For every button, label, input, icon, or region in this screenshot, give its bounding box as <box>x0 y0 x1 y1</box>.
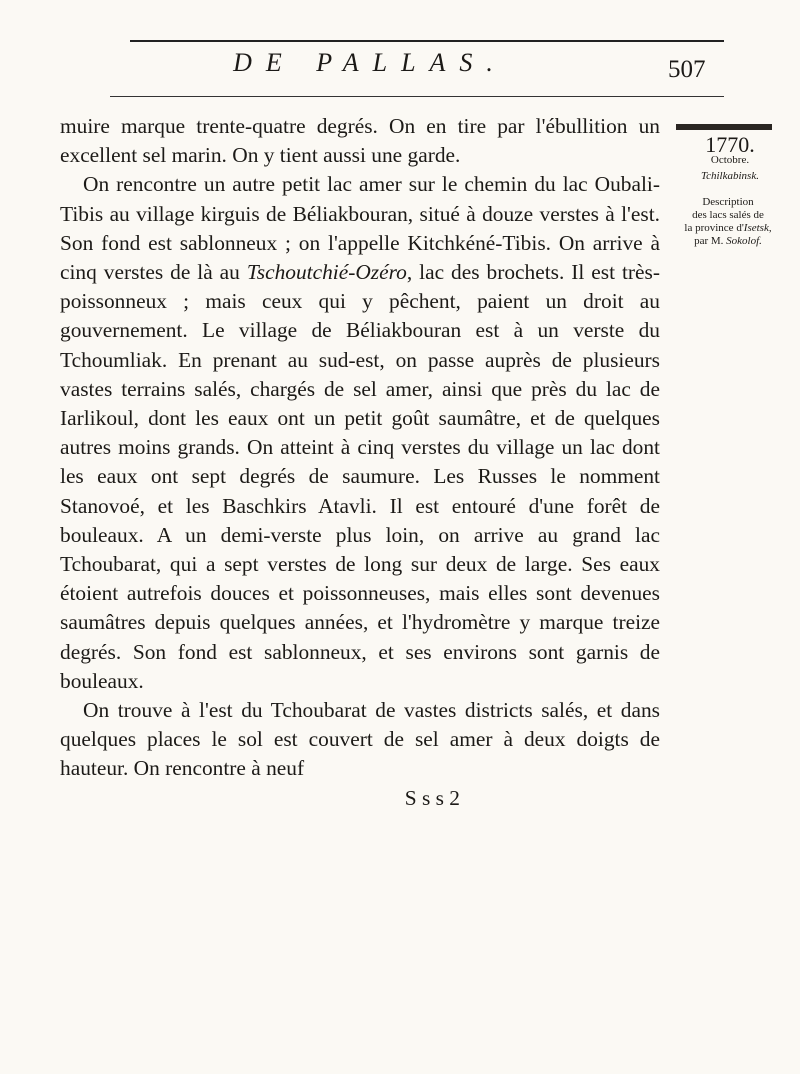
note-italic: Sokolof. <box>726 235 762 247</box>
note-line <box>668 235 788 248</box>
paragraph <box>60 170 660 696</box>
paragraph: muire marque trente-quatre degrés. On en tire par l'ébullition un excellent sel marin. On y tient aussi une garde. <box>60 114 660 168</box>
note-text: par M. <box>694 235 727 247</box>
paragraph-text: , lac des brochets. Il est très-poissonneux ; mais ceux qui y pêchent, paient un droit au gouvernement. Le village de Béliakbouran est à un verste du Tchoumliak. En prenant au sud-est, on passe auprès de plusieurs vastes terrains salés, chargés de sel amer, ainsi que près du lac de Iarlikoul, dont les eaux ont un petit goût saumâtre, et de quelques autres moins grands. On atteint à cinq verstes du village un lac dont les eaux ont sept degrés de saumure. Les Russes le nomment Stanovoé, et les Baschkirs Atavli. Il est entouré d'une forêt de bouleaux. A un demi-verste plus loin, on arrive au grand lac Tchoubarat, qui a sept verstes de long sur deux de large. Ses eaux étoient autrefois douces et poissonneuses, mais elles sont devenues saumâtres depuis quelques années, et l'hydromètre y marque treize degrés. Son fond est sablonneux, et ses environs sont garnis de bouleaux. <box>60 260 661 693</box>
note-text: , <box>768 222 772 234</box>
note-italic: Isetsk <box>743 222 769 234</box>
top-rule <box>130 40 724 42</box>
note-line: Description <box>702 196 754 208</box>
paragraph-text: On rencontre un autre petit lac amer sur le chemin du lac Oubali-Tibis au village kirguis de Béliakbouran, situé à douze verstes à l'est. Son fond est sablonneux ; on l'appelle Kitchkéné-Tibis. On arrive à cinq verstes de là au <box>60 172 660 285</box>
note-line <box>668 222 788 235</box>
margin-ornament-bar <box>676 124 772 130</box>
margin-note <box>668 196 788 248</box>
note-line: des lacs salés de <box>692 209 764 221</box>
page-number: 507 <box>668 56 706 83</box>
header-rule <box>110 96 724 97</box>
margin-year: 1770. <box>705 132 755 157</box>
body-text <box>60 112 660 813</box>
note-text: la province d' <box>684 222 744 234</box>
margin-month: Octobre. <box>710 154 750 166</box>
margin-place: Tchilkabinsk. <box>701 170 759 182</box>
paragraph: On trouve à l'est du Tchoubarat de vastes districts salés, et dans quelques places le sol est couvert de sel amer à deux doigts de hauteur. On rencontre à neuf <box>60 698 660 781</box>
signature-mark: S s s 2 <box>404 785 460 810</box>
italic-lake-name: Tschoutchié-Ozéro <box>246 260 407 285</box>
running-head: DE PALLAS. <box>233 48 507 77</box>
